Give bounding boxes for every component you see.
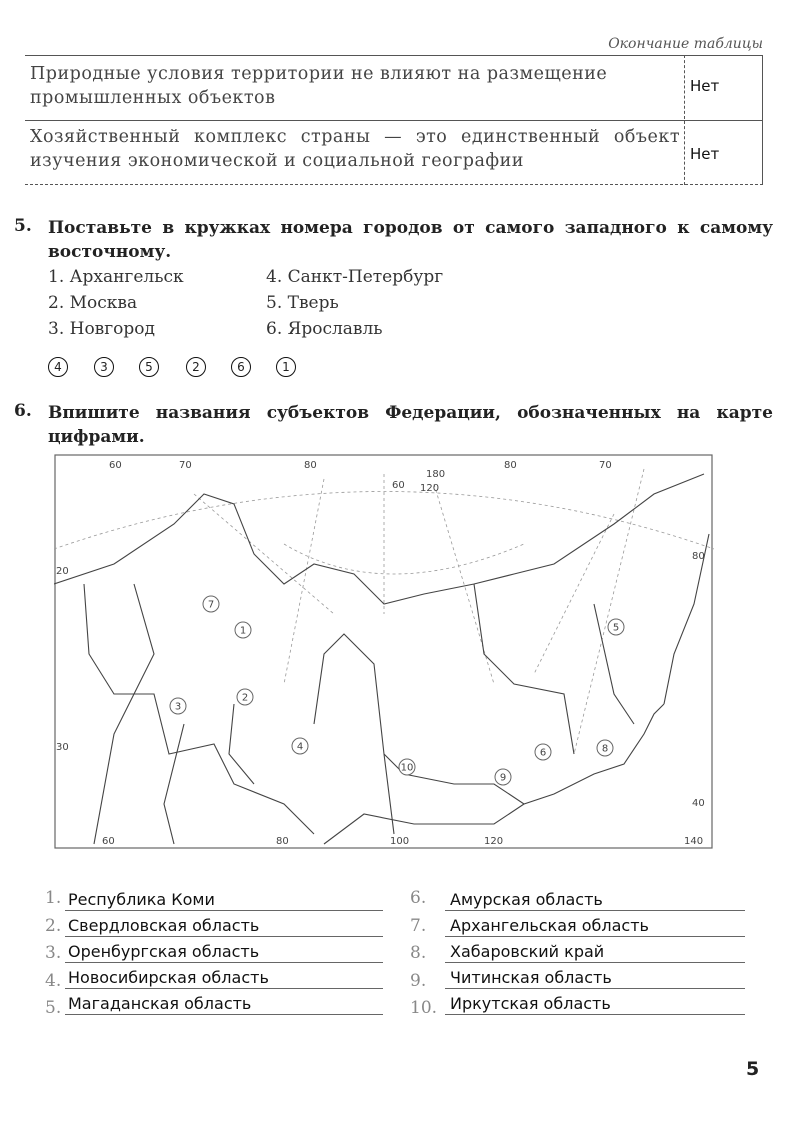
region-marker-label: 9 (499, 772, 507, 784)
city-item: 4. Санкт-Петербург (266, 267, 444, 287)
answer-underline (445, 962, 745, 963)
answer-field[interactable]: Новосибирская область (68, 968, 269, 987)
region-marker-label: 1 (239, 625, 247, 637)
table-border (25, 184, 763, 185)
coord-label: 100 (390, 836, 410, 847)
answer-circle[interactable]: 2 (186, 357, 206, 377)
answer-underline (65, 936, 383, 937)
answer-underline (445, 910, 745, 911)
answer-field[interactable]: Архангельская область (450, 916, 649, 935)
answer-underline (65, 1014, 383, 1015)
coord-label: 60 (102, 836, 115, 847)
answer-circle[interactable]: 1 (276, 357, 296, 377)
answer-number: 10. (410, 998, 438, 1018)
city-item: 6. Ярославль (266, 319, 383, 339)
coord-label: 40 (692, 798, 705, 809)
question-text: Поставьте в кружках номера городов от самого западного к самому восточному. (48, 218, 773, 262)
coord-label: 70 (179, 460, 192, 471)
answer-field[interactable]: Читинская область (450, 968, 612, 987)
coord-label: 60 (392, 480, 405, 491)
coord-label: 80 (692, 551, 705, 562)
answer-field[interactable]: Оренбургская область (68, 942, 260, 961)
coord-label: 140 (684, 836, 704, 847)
coord-label: 120 (420, 483, 440, 494)
table-answer[interactable]: Нет (690, 77, 720, 95)
region-marker-label: 2 (241, 692, 249, 704)
coord-label: 80 (276, 836, 289, 847)
russia-map (54, 454, 714, 850)
city-item: 5. Тверь (266, 293, 339, 313)
coord-label: 20 (56, 566, 69, 577)
region-marker-label: 6 (539, 747, 547, 759)
question-number: 5. (14, 216, 32, 236)
answer-number: 6. (410, 888, 427, 908)
city-item: 3. Новгород (48, 319, 155, 339)
table-border (25, 55, 763, 56)
answer-underline (65, 962, 383, 963)
region-marker-label: 7 (207, 599, 215, 611)
coord-label: 80 (504, 460, 517, 471)
region-marker-label: 3 (174, 701, 182, 713)
coord-label: 30 (56, 742, 69, 753)
answer-underline (445, 1014, 745, 1015)
answer-number: 9. (410, 970, 427, 991)
page-number: 5 (746, 1058, 760, 1080)
answer-number: 8. (410, 943, 427, 963)
city-item: 1. Архангельск (48, 267, 184, 287)
answer-number: 7. (410, 915, 427, 936)
answer-underline (445, 988, 745, 989)
region-marker-label: 5 (612, 622, 620, 634)
answer-number: 5. (45, 998, 62, 1018)
region-marker-label: 4 (296, 741, 304, 753)
question-number: 6. (14, 401, 32, 421)
coord-label: 120 (484, 836, 504, 847)
table-statement: Хозяйственный комплекс страны — это единственный объект изучения экономической и социальной географии (30, 127, 680, 171)
answer-underline (445, 936, 745, 937)
coord-label: 70 (599, 460, 612, 471)
answer-number: 1. (45, 888, 62, 908)
table-divider (25, 120, 763, 121)
answer-circle[interactable]: 5 (139, 357, 159, 377)
question-text: Впишите названия субъектов Федерации, обозначенных на карте цифрами. (48, 403, 773, 447)
region-marker-label: 8 (601, 743, 609, 755)
answer-underline (65, 910, 383, 911)
table-divider (684, 55, 685, 185)
answer-circle[interactable]: 4 (48, 357, 68, 377)
answer-field[interactable]: Иркутская область (450, 994, 611, 1013)
table-answer[interactable]: Нет (690, 145, 720, 163)
table-statement: Природные условия территории не влияют на размещение промышленных объектов (30, 64, 608, 108)
coord-label: 180 (426, 469, 446, 480)
region-marker-label: 10 (400, 762, 414, 774)
answer-field[interactable]: Республика Коми (68, 890, 215, 909)
answer-field[interactable]: Свердловская область (68, 916, 260, 935)
answer-field[interactable]: Магаданская область (68, 994, 252, 1013)
table-border (762, 55, 763, 185)
answer-field[interactable]: Амурская область (450, 890, 603, 909)
answer-circle[interactable]: 6 (231, 357, 251, 377)
table-caption: Окончание таблицы (608, 36, 763, 52)
answer-number: 3. (45, 943, 62, 963)
answer-underline (65, 988, 383, 989)
coord-label: 80 (304, 460, 317, 471)
answer-field[interactable]: Хабаровский край (450, 942, 605, 961)
city-item: 2. Москва (48, 293, 138, 313)
answer-number: 4. (45, 970, 62, 991)
coord-label: 60 (109, 460, 122, 471)
answer-circle[interactable]: 3 (94, 357, 114, 377)
answer-number: 2. (45, 915, 62, 936)
